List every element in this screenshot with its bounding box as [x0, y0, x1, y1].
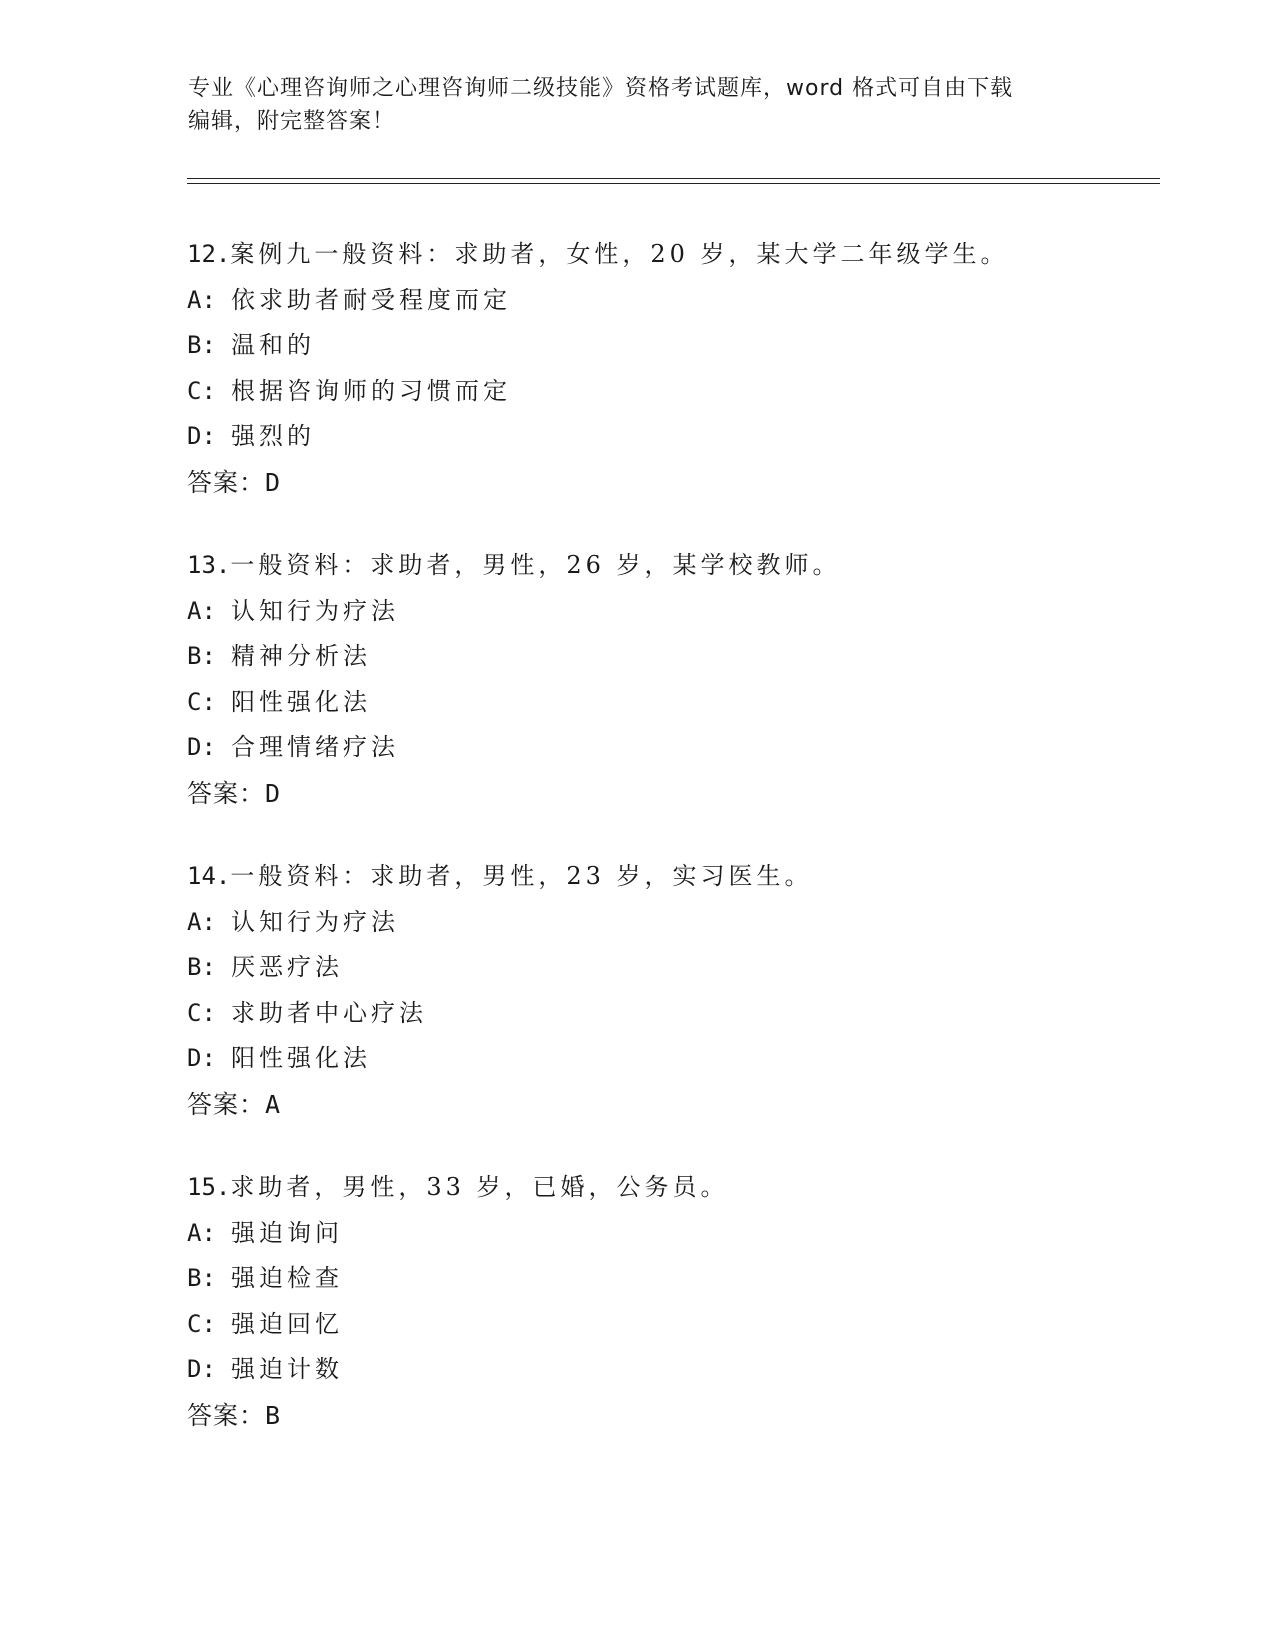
header-divider-bottom: [187, 183, 1160, 184]
option-a: [187, 1211, 1167, 1257]
question-number: 12.: [187, 240, 231, 268]
option-text: 强迫回忆: [231, 1309, 343, 1338]
question-stem: [187, 543, 1167, 589]
option-text: 精神分析法: [231, 642, 371, 670]
answer-value: B: [265, 1400, 282, 1430]
answer-label: 答案：: [187, 467, 266, 497]
question-14: [187, 854, 1167, 1127]
option-text: 依求助者耐受程度而定: [231, 285, 511, 314]
question-number: 13.: [187, 551, 231, 579]
header-divider-top: [187, 178, 1160, 179]
question-13: [187, 543, 1167, 816]
answer-label: 答案：: [187, 1400, 266, 1430]
option-a: [187, 589, 1167, 635]
question-stem: [187, 1165, 1167, 1211]
option-a: [187, 900, 1167, 946]
option-d: [187, 725, 1167, 771]
option-c: [187, 369, 1167, 415]
answer-value: D: [265, 467, 282, 497]
option-key: D:: [187, 1355, 216, 1383]
option-key: C:: [187, 998, 216, 1027]
option-b: [187, 945, 1167, 991]
question-number: 14.: [187, 862, 231, 890]
option-c: [187, 680, 1167, 726]
question-12: [187, 232, 1167, 505]
option-key: A:: [187, 285, 216, 314]
option-text: 阳性强化法: [231, 1044, 371, 1072]
option-b: [187, 323, 1167, 369]
option-a: [187, 278, 1167, 324]
option-b: [187, 634, 1167, 680]
option-c: [187, 991, 1167, 1037]
option-key: A:: [187, 907, 216, 936]
option-text: 强迫询问: [231, 1218, 343, 1247]
option-text: 合理情绪疗法: [231, 733, 399, 761]
answer-line: [187, 460, 1167, 506]
option-text: 强烈的: [231, 422, 315, 450]
option-key: B:: [187, 953, 216, 981]
question-15: [187, 1165, 1167, 1438]
answer-value: D: [265, 778, 282, 808]
option-d: [187, 1036, 1167, 1082]
option-text: 认知行为疗法: [231, 907, 399, 936]
header-line-1: 专业《心理咨询师之心理咨询师二级技能》资格考试题库，word 格式可自由下载: [188, 76, 1014, 101]
option-key: D:: [187, 733, 216, 761]
option-text: 温和的: [231, 331, 315, 359]
question-text: 求助者，男性，33 岁，已婚，公务员。: [230, 1173, 729, 1201]
option-d: [187, 414, 1167, 460]
option-text: 求助者中心疗法: [231, 998, 427, 1027]
question-text: 一般资料：求助者，男性，23 岁，实习医生。: [230, 862, 813, 890]
option-key: D:: [187, 422, 216, 450]
question-text: 一般资料：求助者，男性，26 岁，某学校教师。: [230, 551, 841, 579]
option-text: 强迫检查: [231, 1264, 343, 1292]
option-key: B:: [187, 331, 216, 359]
option-key: A:: [187, 596, 216, 625]
option-key: B:: [187, 1264, 216, 1292]
option-key: C:: [187, 687, 216, 716]
option-key: C:: [187, 1309, 216, 1338]
question-stem: [187, 232, 1167, 278]
option-text: 强迫计数: [231, 1355, 343, 1383]
question-text: 案例九一般资料：求助者，女性，20 岁，某大学二年级学生。: [230, 240, 1009, 268]
option-text: 厌恶疗法: [231, 953, 343, 981]
document-header: [188, 72, 1088, 138]
answer-value: A: [265, 1089, 282, 1119]
option-key: A:: [187, 1218, 216, 1247]
header-line-2: 编辑，附完整答案！: [188, 109, 396, 134]
question-stem: [187, 854, 1167, 900]
answer-line: [187, 1082, 1167, 1128]
option-key: B:: [187, 642, 216, 670]
option-d: [187, 1347, 1167, 1393]
option-b: [187, 1256, 1167, 1302]
answer-label: 答案：: [187, 778, 266, 808]
option-text: 阳性强化法: [231, 687, 371, 716]
answer-label: 答案：: [187, 1089, 266, 1119]
option-c: [187, 1302, 1167, 1348]
option-text: 认知行为疗法: [231, 596, 399, 625]
answer-line: [187, 771, 1167, 817]
answer-line: [187, 1393, 1167, 1439]
option-key: D:: [187, 1044, 216, 1072]
question-number: 15.: [187, 1173, 231, 1201]
option-text: 根据咨询师的习惯而定: [231, 376, 511, 405]
option-key: C:: [187, 376, 216, 405]
question-list: [187, 232, 1167, 1476]
